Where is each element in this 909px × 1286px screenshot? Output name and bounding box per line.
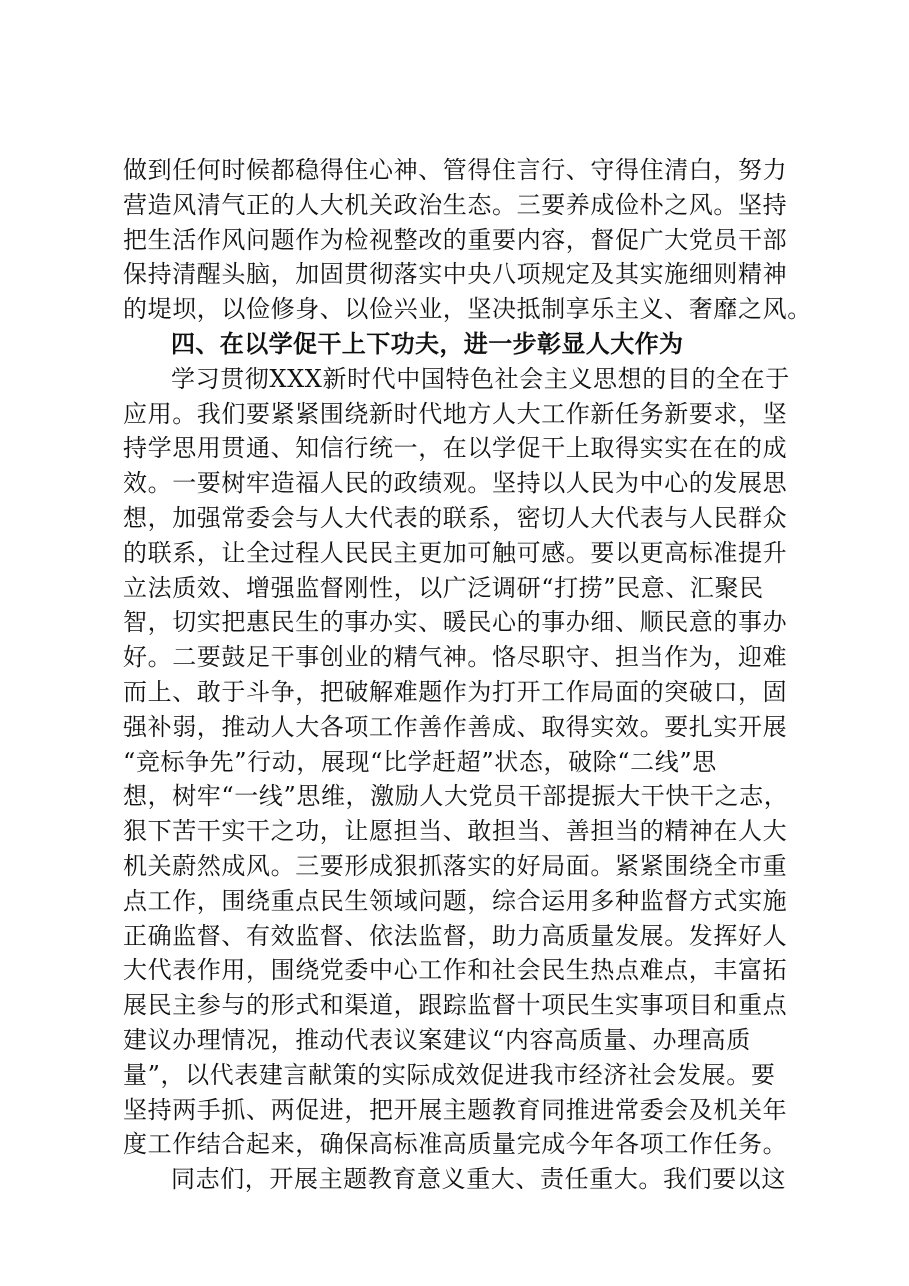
text-line: 营造风清气正的人大机关政治生态。三要养成俭朴之风。坚持 bbox=[123, 190, 788, 219]
text-line: 而上、敢于斗争，把破解难题作为打开工作局面的突破口，固 bbox=[123, 677, 788, 706]
text-line: 把生活作风问题作为检视整改的重要内容，督促广大党员干部 bbox=[123, 225, 788, 254]
text-line: 做到任何时候都稳得住心神、管得住言行、守得住清白，努力 bbox=[123, 156, 788, 184]
text-line: 正确监督、有效监督、依法监督，助力高质量发展。发挥好人 bbox=[123, 921, 788, 950]
text-line: 的联系，让全过程人民民主更加可触可感。要以更高标准提升 bbox=[123, 538, 788, 567]
text-line: 保持清醒头脑，加固贯彻落实中央八项规定及其实施细则精神 bbox=[123, 260, 788, 289]
text-line: 机关蔚然成风。三要形成狠抓落实的好局面。紧紧围绕全市重 bbox=[123, 851, 788, 880]
text-line: 强补弱，推动人大各项工作善作善成、取得实效。要扎实开展 bbox=[123, 712, 788, 741]
text-line: 智，切实把惠民生的事办实、暖民心的事办细、顺民意的事办 bbox=[123, 608, 788, 637]
paragraph-first-line: 学习贯彻XXX新时代中国特色社会主义思想的目的全在于 bbox=[171, 364, 790, 393]
text-line: 坚持两手抓、两促进，把开展主题教育同推进常委会及机关年 bbox=[123, 1095, 788, 1124]
text-line: 想，加强常委会与人大代表的联系，密切人大代表与人民群众 bbox=[123, 503, 788, 532]
text-line: 的堤坝，以俭修身、以俭兴业，坚决抵制享乐主义、奢靡之风。 bbox=[123, 295, 812, 324]
text-line: 想，树牢“一线”思维，激励人大党员干部提振大干快干之志， bbox=[123, 782, 789, 811]
text-line: 狠下苦干实干之功，让愿担当、敢担当、善担当的精神在人大 bbox=[123, 817, 788, 846]
section-heading: 四、在以学促干上下功夫，进一步彰显人大作为 bbox=[171, 329, 684, 358]
text-line: 大代表作用，围绕党委中心工作和社会民生热点难点，丰富拓 bbox=[123, 956, 788, 985]
text-line: 持学思用贯通、知信行统一，在以学促干上取得实实在在的成 bbox=[123, 434, 788, 463]
document-body bbox=[123, 153, 812, 1197]
text-line: 立法质效、增强监督刚性，以广泛调研“打捞”民意、汇聚民 bbox=[123, 573, 764, 602]
text-line: 点工作，围绕重点民生领域问题，综合运用多种监督方式实施 bbox=[123, 886, 788, 915]
text-line: 量”，以代表建言献策的实际成效促进我市经济社会发展。要 bbox=[123, 1060, 776, 1089]
text-line: 度工作结合起来，确保高标准高质量完成今年各项工作任务。 bbox=[123, 1130, 788, 1159]
text-line: 建议办理情况，推动代表议案建议“内容高质量、办理高质 bbox=[123, 1025, 751, 1054]
text-line: “竞标争先”行动，展现“比学赶超”状态，破除“二线”思 bbox=[123, 747, 717, 776]
text-line: 好。二要鼓足干事创业的精气神。恪尽职守、担当作为，迎难 bbox=[123, 643, 788, 672]
text-line: 效。一要树牢造福人民的政绩观。坚持以人民为中心的发展思 bbox=[123, 469, 788, 498]
paragraph-first-line: 同志们，开展主题教育意义重大、责任重大。我们要以这 bbox=[171, 1165, 786, 1194]
text-line: 应用。我们要紧紧围绕新时代地方人大工作新任务新要求，坚 bbox=[123, 399, 788, 428]
text-line: 展民主参与的形式和渠道，跟踪监督十项民生实事项目和重点 bbox=[123, 991, 788, 1020]
